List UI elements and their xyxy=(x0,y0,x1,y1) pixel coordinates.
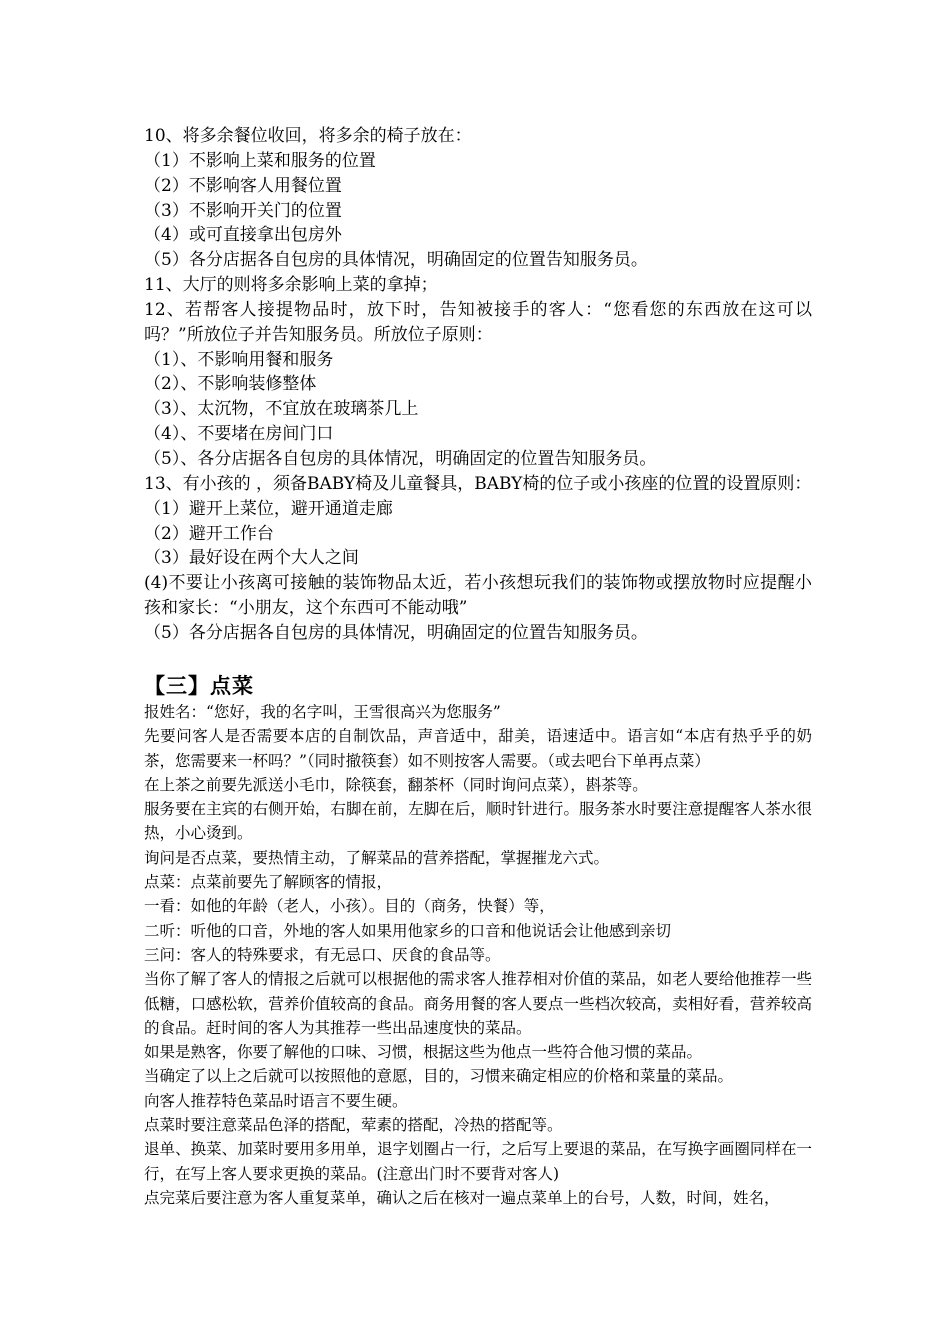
paragraph: 在上茶之前要先派送小毛巾，除筷套，翻茶杯（同时询问点菜），斟茶等。 xyxy=(144,775,648,794)
rule-10-item: （2）不影响客人用餐位置 xyxy=(144,175,342,196)
paragraph: 点菜时要注意菜品色泽的搭配，荤素的搭配，冷热的搭配等。 xyxy=(144,1116,563,1135)
rule-13-item: （5）各分店据各自包房的具体情况，明确固定的位置告知服务员。 xyxy=(144,622,648,643)
ordering-section xyxy=(144,700,812,1210)
rule-13-item: （1）避开上菜位，避开通道走廊 xyxy=(144,498,393,519)
paragraph: 当你了解了客人的情报之后就可以根据他的需求客人推荐相对价值的菜品，如老人要给他推荐一些低糖，口感松软，营养价值较高的食品。商务用餐的客人要点一些档次较高，卖相好看，营养较高的食品。赶时间的客人为其推荐一些出品速度快的菜品。 xyxy=(144,970,812,1037)
seating-rules-section xyxy=(144,124,812,646)
rule-13-item: (4)不要让小孩离可接触的装饰物品太近，若小孩想玩我们的装饰物或摆放物时应提醒小孩和家长：“小朋友，这个东西可不能动哦” xyxy=(144,573,812,619)
paragraph: 点完菜后要注意为客人重复菜单，确认之后在核对一遍点菜单上的台号，人数，时间，姓名， xyxy=(144,1188,780,1207)
paragraph: 报姓名：“您好，我的名字叫，王雪很高兴为您服务” xyxy=(144,703,501,721)
rule-11-heading: 11、大厅的则将多余影响上菜的拿掉； xyxy=(144,275,438,296)
paragraph: 如果是熟客，你要了解他的口味、习惯，根据这些为他点一些符合他习惯的菜品。 xyxy=(144,1043,703,1062)
paragraph: 向客人推荐特色菜品时语言不要生硬。 xyxy=(144,1091,408,1110)
rule-10-heading: 10、将多余餐位收回，将多余的椅子放在： xyxy=(144,126,472,146)
rule-12-item: （4）、不要堵在房间门口 xyxy=(144,424,334,445)
rule-12-heading: 12、若帮客人接提物品时，放下时，告知被接手的客人：“您看您的东西放在这可以吗？”所放位子并告知服务员。所放位子原则： xyxy=(144,299,812,345)
paragraph: 一看：如他的年龄（老人，小孩）。目的（商务，快餐）等， xyxy=(144,897,555,916)
paragraph: 当确定了以上之后就可以按照他的意愿，目的，习惯来确定相应的价格和菜量的菜品。 xyxy=(144,1067,734,1086)
section-title: 【三】点菜 xyxy=(144,674,254,698)
paragraph: 二听：听他的口音，外地的客人如果用他家乡的口音和他说话会让他感到亲切 xyxy=(144,921,672,940)
rule-13-item: （2）避开工作台 xyxy=(144,523,274,544)
paragraph: 服务要在主宾的右侧开始，右脚在前，左脚在后，顺时针进行。服务茶水时要注意提醒客人茶水很热，小心烫到。 xyxy=(144,800,812,843)
paragraph: 询问是否点菜，要热情主动，了解菜品的营养搭配，掌握摧龙六式。 xyxy=(144,848,610,867)
paragraph: 先要问客人是否需要本店的自制饮品，声音适中，甜美，语速适中。语言如“本店有热乎乎的奶茶，您需要来一杯吗？”（同时撤筷套）如不则按客人需要。（或去吧台下单再点菜） xyxy=(144,727,812,770)
rule-13-item: （3）最好设在两个大人之间 xyxy=(144,548,359,569)
rule-10-item: （4）或可直接拿出包房外 xyxy=(144,225,342,246)
rule-12-item: （1）、不影响用餐和服务 xyxy=(144,349,334,370)
rule-10-item: （3）不影响开关门的位置 xyxy=(144,200,342,221)
paragraph: 点菜：点菜前要先了解顾客的情报， xyxy=(144,873,393,892)
rule-10-item: （1）不影响上菜和服务的位置 xyxy=(144,150,376,171)
rule-13-heading: 13、有小孩的 ，须备BABY椅及儿童餐具，BABY椅的位子或小孩座的位置的设置原则： xyxy=(144,473,812,494)
rule-10-item: （5）各分店据各自包房的具体情况，明确固定的位置告知服务员。 xyxy=(144,250,648,271)
rule-12-item: （3）、太沉物，不宜放在玻璃茶几上 xyxy=(144,399,419,420)
paragraph: 退单、换菜、加菜时要用多用单，退字划圈占一行，之后写上要退的菜品，在写换字画圈同样在一行，在写上客人要求更换的菜品。(注意出门时不要背对客人) xyxy=(144,1140,812,1183)
rule-12-item: （5）、各分店据各自包房的具体情况，明确固定的位置告知服务员。 xyxy=(144,448,657,469)
rule-12-item: （2）、不影响装修整体 xyxy=(144,374,317,395)
paragraph: 三问：客人的特殊要求，有无忌口、厌食的食品等。 xyxy=(144,945,501,964)
